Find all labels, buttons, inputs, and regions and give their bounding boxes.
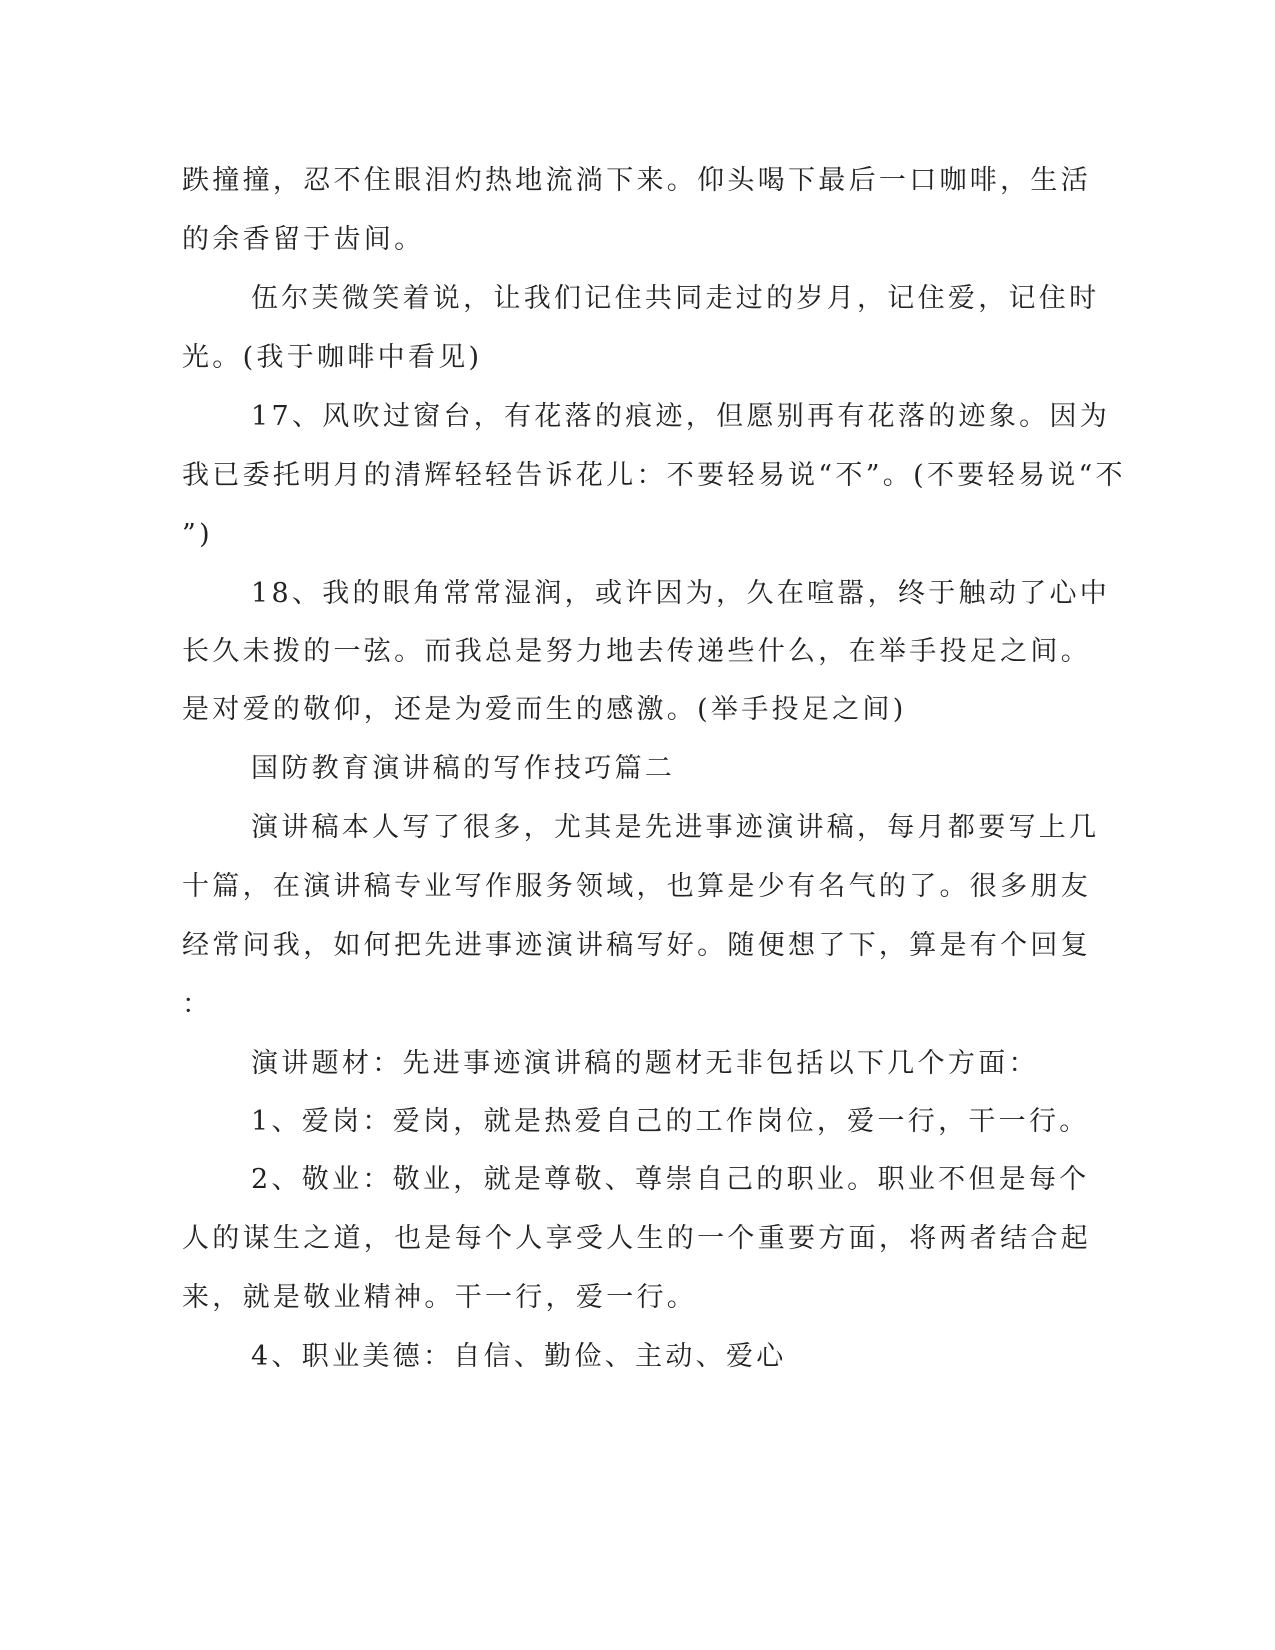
text-line: 光。(我于咖啡中看见) — [182, 342, 483, 373]
text-line: 来，就是敬业精神。干一行，爱一行。 — [182, 1282, 698, 1313]
paragraph-start: 17、风吹过窗台，有花落的痕迹，但愿别再有花落的迹象。因为 — [251, 401, 1111, 432]
text-line: 跌撞撞，忍不住眼泪灼热地流淌下来。仰头喝下最后一口咖啡，生活 — [182, 165, 1091, 196]
text-line: 人的谋生之道，也是每个人享受人生的一个重要方面，将两者结合起 — [182, 1223, 1091, 1254]
text-line: ： — [182, 989, 213, 1020]
text-line: 是对爱的敬仰，还是为爱而生的感激。(举手投足之间) — [182, 694, 907, 725]
paragraph-start: 18、我的眼角常常湿润，或许因为，久在喧嚣，终于触动了心中 — [251, 578, 1111, 609]
paragraph-start: 演讲题材：先进事迹演讲稿的题材无非包括以下几个方面： — [251, 1048, 1039, 1079]
paragraph-start: 演讲稿本人写了很多，尤其是先进事迹演讲稿，每月都要写上几 — [251, 812, 1100, 843]
list-item: 1、爱岗：爱岗，就是热爱自己的工作岗位，爱一行，干一行。 — [251, 1106, 1090, 1137]
section-heading: 国防教育演讲稿的写作技巧篇二 — [251, 753, 676, 784]
text-line: 长久未拨的一弦。而我总是努力地去传递些什么，在举手投足之间。 — [182, 636, 1091, 667]
text-line: 我已委托明月的清辉轻轻告诉花儿：不要轻易说“不”。(不要轻易说“不 — [182, 460, 1126, 491]
text-line: ”) — [182, 519, 213, 550]
text-line: 的余香留于齿间。 — [182, 224, 425, 255]
list-item: 2、敬业：敬业，就是尊敬、尊崇自己的职业。职业不但是每个 — [251, 1164, 1090, 1195]
paragraph-start: 伍尔芙微笑着说，让我们记住共同走过的岁月，记住爱，记住时 — [251, 283, 1100, 314]
list-item: 4、职业美德：自信、勤俭、主动、爱心 — [251, 1341, 787, 1372]
text-line: 十篇，在演讲稿专业写作服务领域，也算是少有名气的了。很多朋友 — [182, 871, 1091, 902]
text-line: 经常问我，如何把先进事迹演讲稿写好。随便想了下，算是有个回复 — [182, 930, 1091, 961]
